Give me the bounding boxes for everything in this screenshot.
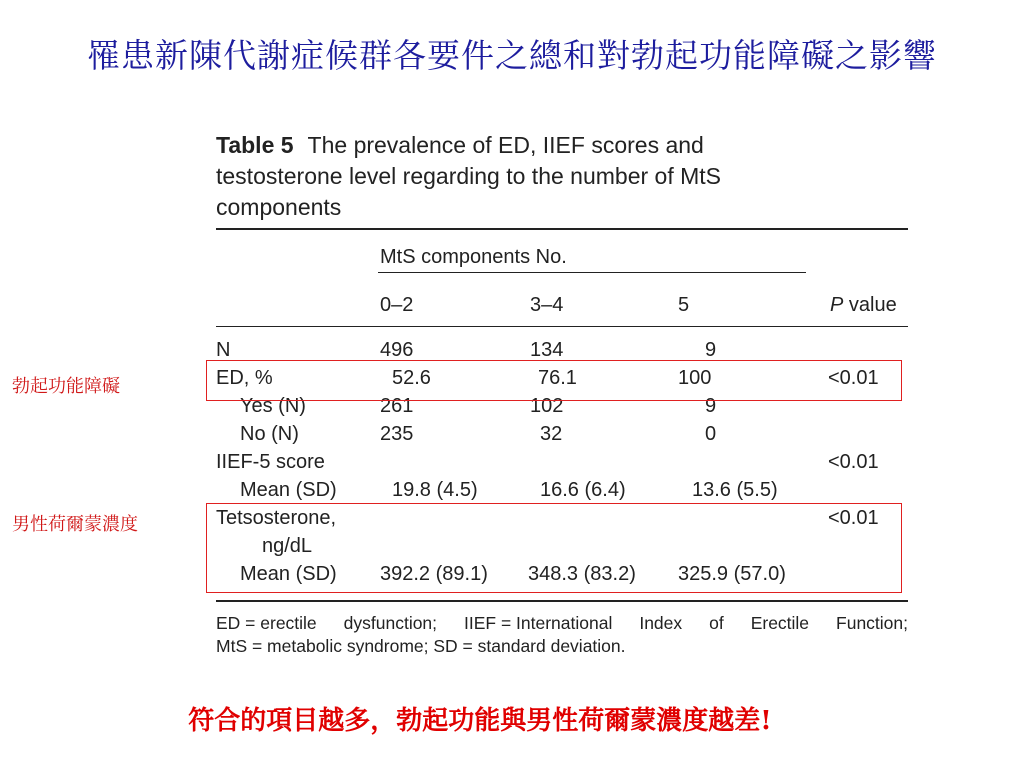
cell-testosterone-mean-0-2: 392.2 (89.1) bbox=[380, 563, 488, 585]
cell-yes-3-4: 102 bbox=[530, 395, 564, 417]
footnote-word: dysfunction; bbox=[343, 613, 438, 633]
footnote-word: ED = erectile bbox=[216, 613, 317, 633]
cell-ed-p: <0.01 bbox=[828, 367, 879, 389]
footnote-word: Function; bbox=[836, 613, 908, 633]
group-header-rule bbox=[378, 272, 806, 273]
cell-iief-p: <0.01 bbox=[828, 451, 879, 473]
col-header-0-2: 0–2 bbox=[380, 294, 414, 316]
footnote-word: Erectile bbox=[750, 613, 810, 633]
row-label-testosterone-mean: Mean (SD) bbox=[240, 563, 337, 585]
cell-ed-3-4: 76.1 bbox=[538, 367, 577, 389]
row-label-n: N bbox=[216, 339, 231, 361]
footnote-word: Index bbox=[639, 613, 683, 633]
col-header-p-value bbox=[830, 293, 897, 317]
testosterone-highlight-box bbox=[206, 503, 902, 593]
cell-ed-5: 100 bbox=[678, 367, 712, 389]
p-word: value bbox=[843, 294, 897, 316]
row-label-testosterone-unit: ng/dL bbox=[262, 535, 313, 557]
table-bottom-rule bbox=[216, 600, 908, 602]
p-letter: P bbox=[830, 294, 844, 316]
footnote-word: IIEF = International bbox=[464, 613, 613, 633]
caption-line-1 bbox=[216, 130, 908, 161]
testosterone-annotation-label: 男性荷爾蒙濃度 bbox=[12, 514, 138, 535]
cell-testosterone-mean-3-4: 348.3 (83.2) bbox=[528, 563, 636, 585]
row-label-testosterone: Tetsosterone, bbox=[216, 507, 337, 529]
cell-yes-0-2: 261 bbox=[380, 395, 414, 417]
cell-iief-mean-3-4: 16.6 (6.4) bbox=[540, 479, 626, 501]
header-bottom-rule bbox=[216, 326, 908, 327]
col-header-3-4: 3–4 bbox=[530, 294, 564, 316]
caption-label: Table 5 bbox=[216, 132, 294, 158]
cell-iief-mean-0-2: 19.8 (4.5) bbox=[392, 479, 478, 501]
cell-n-5: 9 bbox=[705, 339, 717, 361]
table-footnote bbox=[216, 612, 908, 658]
table-top-rule bbox=[216, 228, 908, 230]
slide-title: 罹患新陳代謝症候群各要件之總和對勃起功能障礙之影響 bbox=[87, 36, 937, 75]
caption-line-2: testosterone level regarding to the number of MtS bbox=[216, 163, 722, 189]
cell-n-3-4: 134 bbox=[530, 339, 564, 361]
footnote-line-1 bbox=[216, 612, 908, 635]
col-header-5: 5 bbox=[678, 294, 690, 316]
cell-no-5: 0 bbox=[705, 423, 717, 445]
cell-yes-5: 9 bbox=[705, 395, 717, 417]
row-label-iief-mean: Mean (SD) bbox=[240, 479, 337, 501]
cell-ed-0-2: 52.6 bbox=[392, 367, 431, 389]
row-label-yes: Yes (N) bbox=[240, 395, 306, 417]
footnote-line-2: MtS = metabolic syndrome; SD = standard deviation. bbox=[216, 636, 626, 656]
cell-no-3-4: 32 bbox=[540, 423, 563, 445]
ed-annotation-label: 勃起功能障礙 bbox=[12, 376, 120, 397]
cell-n-0-2: 496 bbox=[380, 339, 414, 361]
row-label-iief: IIEF-5 score bbox=[216, 451, 325, 473]
footnote-word: of bbox=[709, 613, 724, 633]
caption-line-3: components bbox=[216, 194, 342, 220]
conclusion-text: 符合的項目越多，勃起功能與男性荷爾蒙濃度越差! bbox=[188, 706, 772, 736]
row-label-no: No (N) bbox=[240, 423, 299, 445]
row-label-ed: ED, % bbox=[216, 367, 273, 389]
table-caption bbox=[216, 130, 908, 223]
cell-iief-mean-5: 13.6 (5.5) bbox=[692, 479, 778, 501]
cell-testosterone-mean-5: 325.9 (57.0) bbox=[678, 563, 786, 585]
caption-text-1: The prevalence of ED, IIEF scores and bbox=[307, 132, 704, 158]
ed-highlight-box bbox=[206, 360, 902, 401]
cell-no-0-2: 235 bbox=[380, 423, 414, 445]
cell-testosterone-p: <0.01 bbox=[828, 507, 879, 529]
group-header: MtS components No. bbox=[380, 246, 567, 268]
